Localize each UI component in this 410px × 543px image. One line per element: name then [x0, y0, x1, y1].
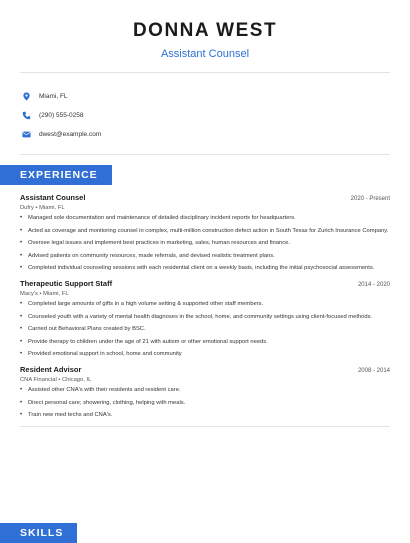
bullet-item: • Completed large amounts of gifts in a high volume setting & supported other staff members. [20, 301, 390, 309]
job-header [20, 279, 390, 288]
job-title: Resident Advisor [20, 364, 82, 374]
job-organization: CNA Financial • Chicago, IL [20, 376, 92, 383]
job-entry [20, 279, 390, 359]
bullet-item: • Carried out Behavioral Plans created by BSC. [20, 326, 390, 334]
bullet-item: • Acted as coverage and monitoring counsel in complex, multi-million construction defect action in South Texas for Zurich Insurance Company. [20, 228, 390, 236]
job-bullets [20, 387, 390, 420]
contact-location [22, 87, 390, 106]
bullet-item: • Oversee legal issues and implement best practices in marketing, sales, human resources and finance. [20, 240, 390, 248]
job-entry [20, 365, 390, 420]
bullet-item: • Advised patients on community resources, made referrals, and devised realistic treatment plans. [20, 253, 390, 261]
job-bullets [20, 301, 390, 359]
job-header [20, 365, 390, 374]
job-entry [20, 193, 390, 273]
job-organization: Macy's • Miami, FL [20, 290, 69, 297]
job-header [20, 193, 390, 202]
contact-phone [22, 106, 390, 125]
bullet-item: • Direct personal care; showering, clothing, helping with meals. [20, 400, 390, 408]
candidate-name: DONNA WEST [132, 20, 278, 41]
bullet-item: • Managed sole documentation and maintenance of detailed disciplinary incident reports for headquarters. [20, 215, 390, 223]
job-organization: Dufry • Miami, FL [20, 205, 65, 211]
section-heading-skills: SKILLS [0, 523, 77, 543]
bullet-item: • Train new med techs and CNA's. [20, 412, 390, 420]
location-text: Miami, FL [39, 93, 68, 100]
phone-icon [22, 111, 31, 120]
job-bullets [20, 215, 390, 273]
job-dates: 2014 - 2020 [357, 281, 390, 288]
email-text: dwest@example.com [39, 131, 102, 138]
job-dates: 2008 - 2014 [357, 367, 390, 374]
email-icon [22, 130, 31, 139]
job-title: Assistant Counsel [20, 193, 86, 202]
bullet-item: • Assisted other CNA's with their residents and resident care. [20, 387, 390, 395]
location-pin-icon [22, 92, 31, 101]
job-title: Therapeutic Support Staff [20, 278, 113, 288]
resume-header [0, 0, 410, 60]
contact-email [22, 125, 390, 144]
section-heading-experience: EXPERIENCE [0, 165, 112, 185]
bullet-item: • Counseled youth with a variety of mental health diagnoses in the school, home, and community settings using client-focused methods. [20, 314, 390, 322]
experience-divider [20, 426, 390, 427]
experience-list [0, 185, 410, 420]
phone-text: (290) 555-0258 [39, 112, 84, 119]
bullet-item: • Provide therapy to children under the age of 21 with autism or other emotional support needs. [20, 339, 390, 347]
contact-info [0, 73, 410, 154]
contact-divider [20, 154, 390, 155]
job-dates: 2020 - Present [350, 196, 390, 202]
bullet-item: • Provided emotional support in school, home and community [20, 351, 390, 359]
bullet-item: • Completed individual counseling sessions with each residential client on a weekly basis, including the initial psychosocial assessments. [20, 265, 390, 273]
candidate-title: Assistant Counsel [160, 48, 250, 60]
